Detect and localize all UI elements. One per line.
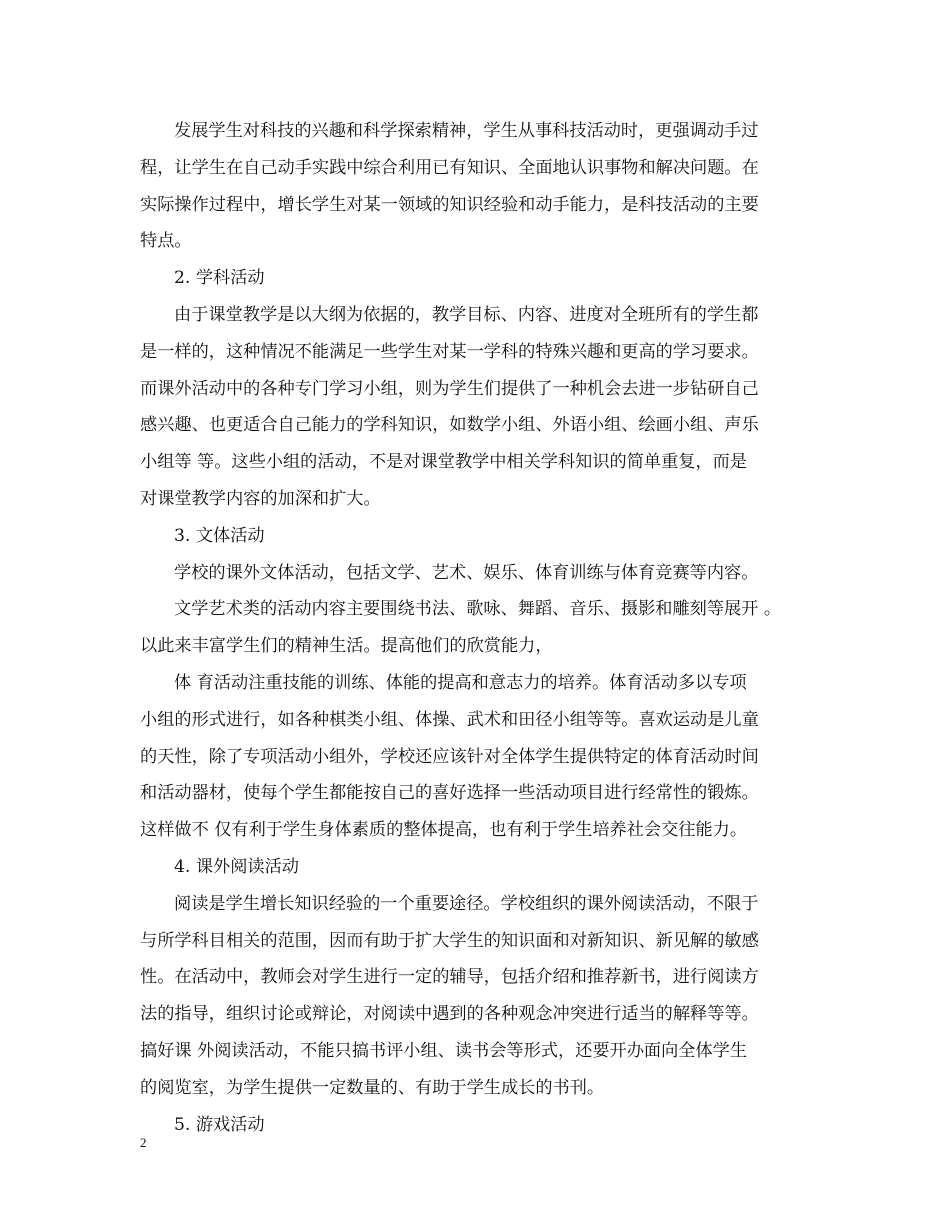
paragraph-line: 性。在活动中，教师会对学生进行一定的辅导，包括介绍和推荐新书，进行阅读方 xyxy=(140,967,759,988)
paragraph-line: 这样做不 仅有利于学生身体素质的整体提高，也有利于学生培养社会交往能力。 xyxy=(140,820,748,841)
paragraph-line: 体 育活动注重技能的训练、体能的提高和意志力的培养。体育活动多以专项 xyxy=(174,672,747,693)
paragraph-line: 文学艺术类的活动内容主要围绕书法、歌咏、舞蹈、音乐、摄影和雕刻等展开 。 xyxy=(174,599,782,620)
paragraph-line: 程，让学生在自己动手实践中综合利用已有知识、全面地认识事物和解决问题。在 xyxy=(140,157,759,178)
paragraph-line: 学校的课外文体活动，包括文学、艺术、娱乐、体育训练与体育竞赛等内容。 xyxy=(174,562,759,583)
section-heading: 4. 课外阅读活动 xyxy=(174,856,299,877)
paragraph-line: 的阅览室，为学生提供一定数量的、有助于学生成长的书刊。 xyxy=(140,1077,605,1098)
paragraph-line: 的天性，除了专项活动小组外，学校还应该针对全体学生提供特定的体育活动时间 xyxy=(140,746,759,767)
page-number: 2 xyxy=(140,1135,147,1150)
paragraph-line: 小组的形式进行，如各种棋类小组、体操、武术和田径小组等等。喜欢运动是儿童 xyxy=(140,709,759,730)
paragraph-line: 而课外活动中的各种专门学习小组，则为学生们提供了一种机会去进一步钻研自己 xyxy=(140,378,759,399)
paragraph-line: 由于课堂教学是以大纲为依据的，教学目标、内容、进度对全班所有的学生都 xyxy=(174,304,759,325)
paragraph-line: 搞好课 外阅读活动，不能只搞书评小组、读书会等形式，还要开办面向全体学生 xyxy=(140,1040,748,1061)
paragraph-line: 阅读是学生增长知识经验的一个重要途径。学校组织的课外阅读活动，不限于 xyxy=(174,893,759,914)
section-heading: 2. 学科活动 xyxy=(174,268,265,289)
paragraph-line: 法的指导，组织讨论或辩论，对阅读中遇到的各种观念冲突进行适当的解释等等。 xyxy=(140,1004,759,1025)
paragraph-line: 特点。 xyxy=(140,231,192,252)
paragraph-line: 小组等 等。这些小组的活动，不是对课堂教学中相关学科知识的简单重复，而是 xyxy=(140,452,748,473)
document-body xyxy=(140,113,820,1143)
paragraph-line: 感兴趣、也更适合自己能力的学科知识，如数学小组、外语小组、绘画小组、声乐 xyxy=(140,415,759,436)
paragraph-line: 对课堂教学内容的加深和扩大。 xyxy=(140,488,381,509)
section-heading: 5. 游戏活动 xyxy=(174,1114,265,1135)
paragraph-line: 发展学生对科技的兴趣和科学探索精神，学生从事科技活动时，更强调动手过 xyxy=(174,121,759,141)
paragraph-line: 实际操作过程中，增长学生对某一领域的知识经验和动手能力，是科技活动的主要 xyxy=(140,194,759,215)
paragraph-line: 是一样的，这种情况不能满足一些学生对某一学科的特殊兴趣和更高的学习要求。 xyxy=(140,341,759,362)
paragraph-line: 以此来丰富学生们的精神生活。提高他们的欣赏能力， xyxy=(140,636,553,657)
paragraph-line: 和活动器材，使每个学生都能按自己的喜好选择一些活动项目进行经常性的锻炼。 xyxy=(140,783,759,804)
paragraph-line: 与所学科目相关的范围，因而有助于扩大学生的知识面和对新知识、新见解的敏感 xyxy=(140,930,759,951)
section-heading: 3. 文体活动 xyxy=(174,525,265,546)
